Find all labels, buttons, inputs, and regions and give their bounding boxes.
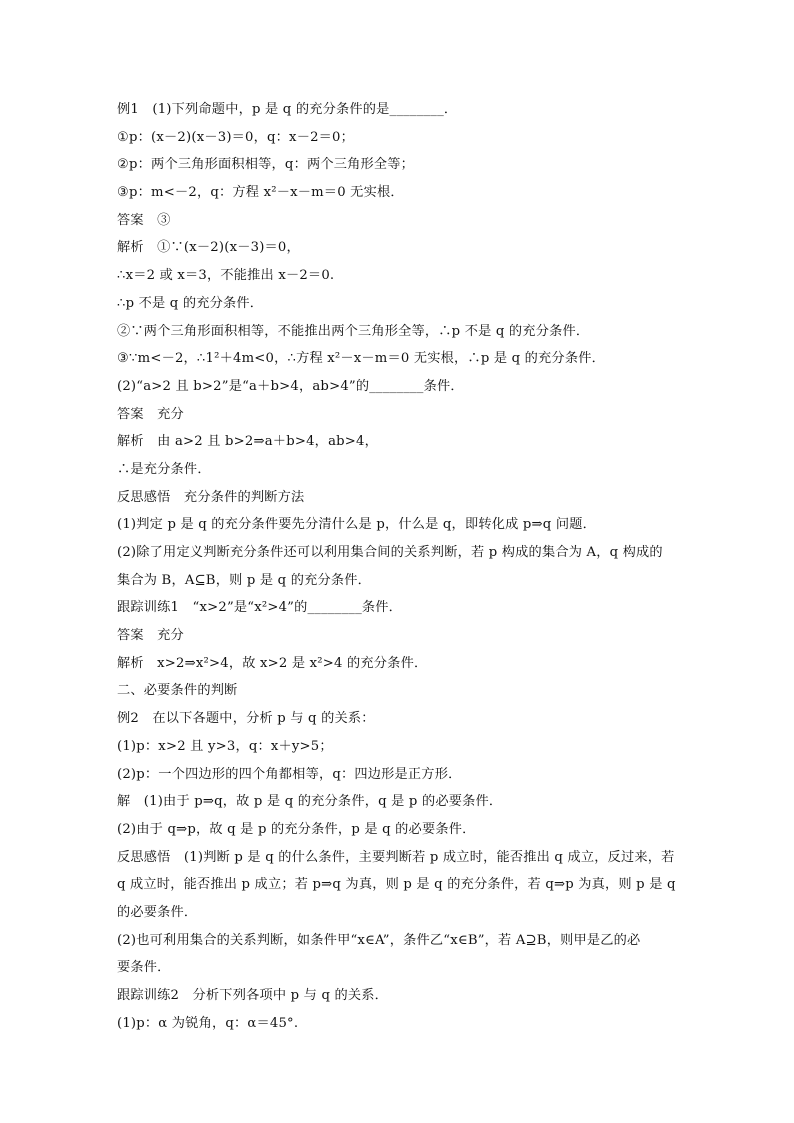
analysis-line: 解析 ①∵(x－2)(x－3)＝0， [117,240,300,256]
analysis-line: ∴p 不是 q 的充分条件． [117,295,264,311]
option-1: ①p：(x－2)(x－3)＝0，q：x－2＝0； [117,129,355,145]
example-1-question: 例1 (1)下列命题中，p 是 q 的充分条件的是________． [117,102,458,117]
reflection-line: 要条件． [117,960,171,976]
reflection-line: 的必要条件． [117,904,198,920]
practice-2-part: (1)p：α 为锐角，q：α＝45°. [117,1015,299,1031]
solution-line: (2)由于 q⇒p，故 q 是 p 的充分条件，p 是 q 的必要条件． [117,821,476,837]
example-2-question: 例2 在以下各题中，分析 p 与 q 的关系： [117,711,375,727]
example-1-part-2: (2)“a>2 且 b>2”是“a＋b>4，ab>4”的________条件． [117,378,464,394]
option-2: ②p：两个三角形面积相等，q：两个三角形全等； [117,157,415,173]
reflection-line: q 成立时，能否推出 p 成立；若 p⇒q 为真，则 p 是 q 的充分条件，若 q⇒p 为真，则 p 是 q [117,877,676,893]
analysis-line: 解析 x>2⇒x²>4，故 x>2 是 x²>4 的充分条件． [117,655,428,671]
reflection-line: (2)除了用定义判断充分条件还可以利用集合间的关系判断，若 p 构成的集合为 A，q 构成的 [117,545,663,560]
document-body [117,96,682,1037]
example-2-part: (2)p：一个四边形的四个角都相等，q：四边形是正方形． [117,766,462,782]
practice-1-question: 跟踪训练1 “x>2”是“x²>4”的________条件． [117,600,403,616]
analysis-line: ∴是充分条件． [117,461,211,477]
answer-label: 答案 充分 [117,406,184,422]
answer-label: 答案 充分 [117,628,184,644]
analysis-line: 解析 由 a>2 且 b>2⇒a＋b>4，ab>4， [117,434,378,450]
practice-2-question: 跟踪训练2 分析下列各项中 p 与 q 的关系． [117,988,389,1003]
solution-line: 解 (1)由于 p⇒q，故 p 是 q 的充分条件，q 是 p 的必要条件． [117,794,503,810]
reflection-line: (2)也可利用集合的关系判断，如条件甲“x∈A”，条件乙“x∈B”，若 A⊇B，则甲是乙的必 [117,932,641,948]
option-3: ③p：m<－2，q：方程 x²－x－m＝0 无实根． [117,185,404,201]
analysis-line: ③∵m<－2，∴1²＋4m<0，∴方程 x²－x－m＝0 无实根，∴p 是 q 的充分条件． [117,351,605,367]
analysis-line: ∴x＝2 或 x＝3，不能推出 x－2＝0. [117,268,335,284]
answer-label: 答案 ③ [117,212,171,228]
reflection-heading: 反思感悟 充分条件的判断方法 [117,489,305,505]
section-heading: 二、必要条件的判断 [117,683,238,699]
example-2-part: (1)p：x>2 且 y>3，q：x＋y>5； [117,738,333,754]
reflection-line: (1)判定 p 是 q 的充分条件要先分清什么是 p，什么是 q，即转化成 p⇒q 问题． [117,517,596,533]
analysis-line: ②∵两个三角形面积相等，不能推出两个三角形全等，∴p 不是 q 的充分条件． [117,323,590,339]
reflection-line: 反思感悟 (1)判断 p 是 q 的什么条件，主要判断若 p 成立时，能否推出 q 成立，反过来，若 [117,849,675,865]
reflection-line: 集合为 B，A⊆B，则 p 是 q 的充分条件． [117,572,372,588]
